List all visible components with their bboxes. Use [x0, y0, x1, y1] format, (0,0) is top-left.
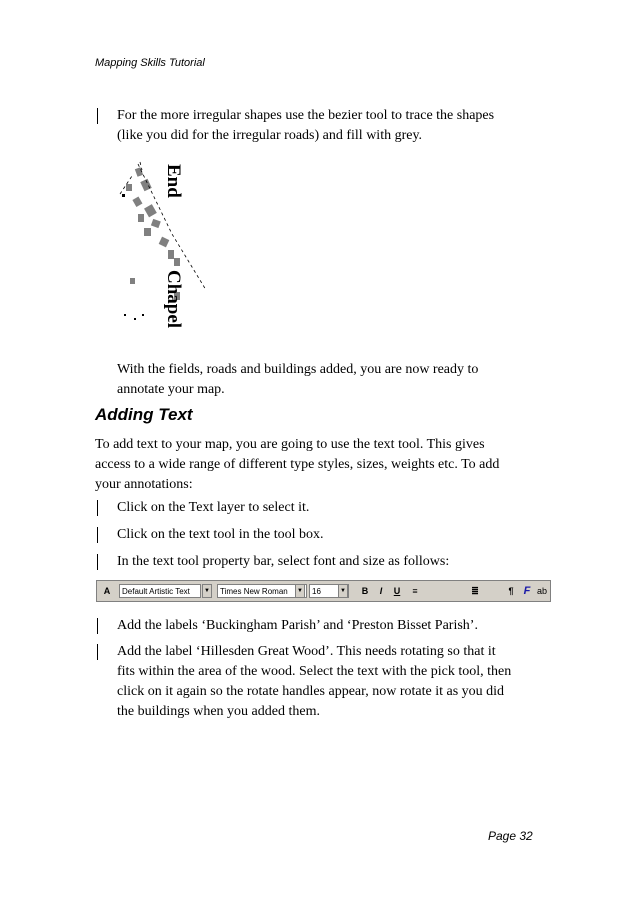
bullet-marker: [97, 500, 98, 516]
step-item: Click on the text tool in the tool box.: [117, 527, 324, 542]
step-item: Click on the Text layer to select it.: [117, 500, 310, 515]
bullet-list-icon[interactable]: ≣: [471, 586, 479, 596]
edit-text-button[interactable]: ab: [537, 586, 548, 596]
building: [134, 318, 136, 320]
building: [124, 314, 126, 316]
chevron-down-icon[interactable]: ▼: [202, 584, 212, 598]
intro-line: For the more irregular shapes use the bezier tool to trace the shapes: [117, 108, 495, 123]
underline-button[interactable]: U: [393, 586, 401, 596]
map-figure: [112, 154, 212, 344]
after-map-paragraph: [117, 360, 478, 400]
section-intro-line: access to a wide range of different type styles, sizes, weights etc. To add: [95, 457, 500, 472]
size-select[interactable]: 16: [309, 584, 349, 598]
text-property-bar: [96, 580, 551, 602]
building: [126, 184, 132, 191]
building: [159, 237, 170, 248]
chevron-down-icon[interactable]: ▼: [338, 584, 348, 598]
road-label-chapel: Chapel: [163, 270, 184, 329]
section-intro-paragraph: [95, 435, 499, 495]
text-tool-icon[interactable]: A: [103, 586, 111, 596]
intro-paragraph: [117, 106, 494, 146]
building: [132, 197, 142, 207]
step-line: fits within the area of the wood. Select the text with the pick tool, then: [117, 664, 512, 679]
after-map-line: With the fields, roads and buildings added, you are now ready to: [117, 362, 479, 377]
section-intro-line: To add text to your map, you are going to use the text tool. This gives: [95, 437, 485, 452]
intro-line: (like you did for the irregular roads) and fill with grey.: [117, 128, 423, 143]
font-select[interactable]: Times New Roman: [217, 584, 307, 598]
building: [122, 194, 125, 197]
step-item: In the text tool property bar, select font and size as follows:: [117, 554, 450, 569]
section-heading: Adding Text: [95, 405, 193, 424]
style-select[interactable]: Default Artistic Text: [119, 584, 201, 598]
step-line: the buildings when you added them.: [117, 704, 320, 719]
paragraph-button[interactable]: ¶: [508, 586, 514, 596]
building: [168, 250, 174, 259]
building: [142, 314, 144, 316]
format-text-button[interactable]: F: [523, 585, 531, 597]
building: [174, 258, 180, 266]
road-label-end: End: [163, 164, 184, 198]
align-icon[interactable]: ≡: [412, 586, 418, 596]
bold-button[interactable]: B: [361, 586, 369, 596]
bullet-marker: [97, 644, 98, 660]
after-map-line: annotate your map.: [117, 382, 225, 397]
bullet-marker: [97, 554, 98, 570]
italic-button[interactable]: I: [379, 586, 383, 596]
building: [130, 278, 135, 284]
step-line: Add the label ‘Hillesden Great Wood’. This needs rotating so that it: [117, 644, 496, 659]
running-header: Mapping Skills Tutorial: [95, 57, 205, 69]
step-item: Add the labels ‘Buckingham Parish’ and ‘Preston Bisset Parish’.: [117, 618, 478, 633]
building: [151, 219, 161, 228]
building: [138, 214, 144, 222]
building: [144, 228, 151, 236]
bullet-marker: [97, 527, 98, 543]
chevron-down-icon[interactable]: ▼: [295, 584, 305, 598]
step-item: [117, 642, 511, 722]
section-intro-line: your annotations:: [95, 477, 193, 492]
step-line: click on it again so the rotate handles appear, now rotate it as you did: [117, 684, 505, 699]
building: [144, 204, 157, 217]
page-number: Page 32: [488, 829, 533, 843]
bullet-marker: [97, 618, 98, 634]
bullet-marker: [97, 108, 98, 124]
